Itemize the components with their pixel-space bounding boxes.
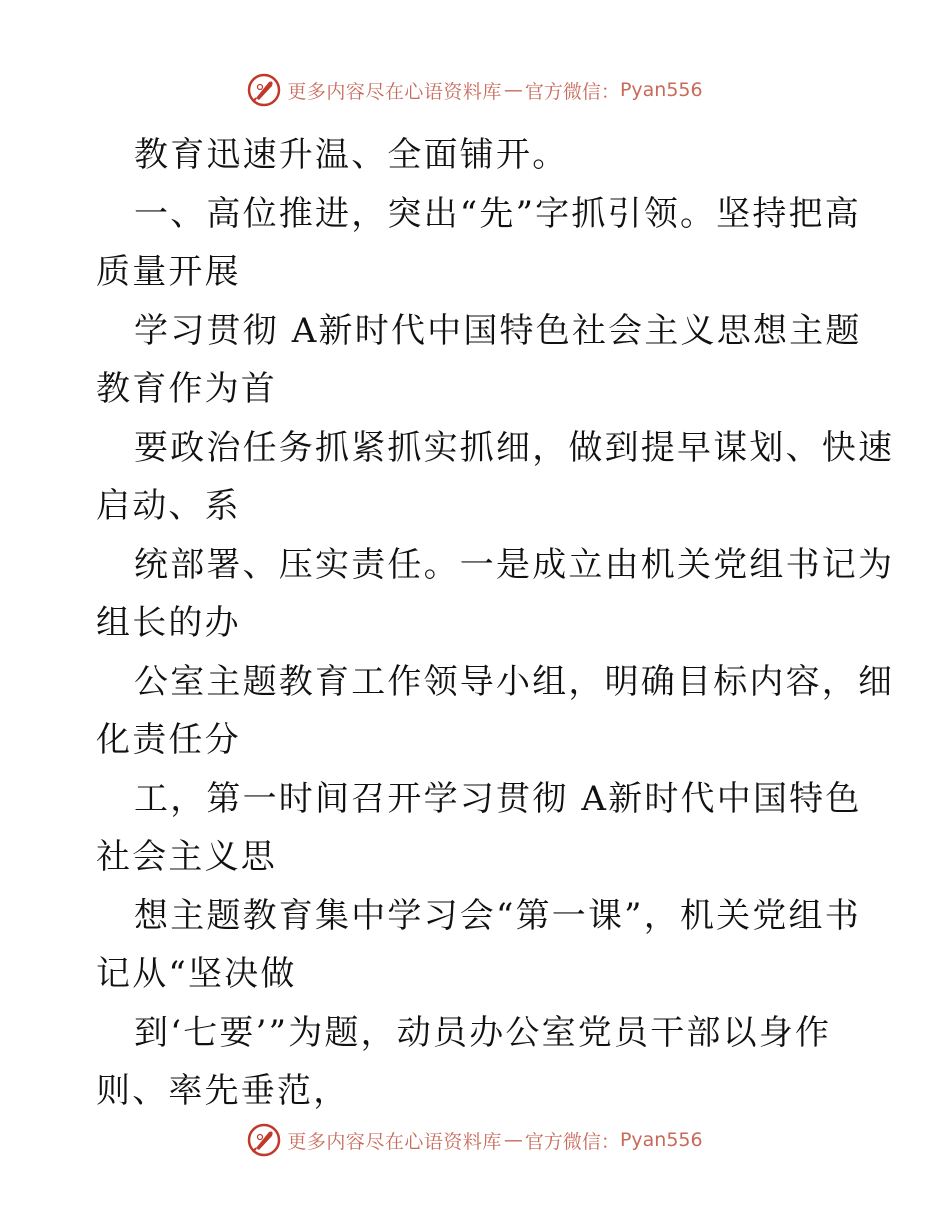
- text-line: 社会主义思: [96, 837, 277, 877]
- text-line: 则、率先垂范，: [96, 1071, 350, 1111]
- text-line: 要政治任务抓紧抓实抓细，做到提早谋划、快速: [134, 427, 895, 468]
- footer-wechat-label: 官方微信：: [524, 1130, 620, 1153]
- footer-watermark: [0, 1118, 950, 1162]
- text-line: 工，第一时间召开学习贯彻 A新时代中国特色: [134, 778, 862, 819]
- text-line: 质量开展: [96, 252, 241, 292]
- footer-separator: —: [503, 1129, 523, 1151]
- text-line: 统部署、压实责任。一是成立由机关党组书记为: [134, 544, 895, 585]
- text-line: 想主题教育集中学习会“第一课”，机关党组书: [134, 895, 861, 936]
- document-body: [96, 126, 895, 1121]
- footer-brand-text: 更多内容尽在心语资料库: [287, 1130, 502, 1153]
- text-line: 到‘七要’”为题，动员办公室党员干部以身作: [134, 1012, 832, 1053]
- text-line: 教育作为首: [96, 369, 277, 409]
- text-line: 学习贯彻 A新时代中国特色社会主义思想主题: [134, 310, 862, 351]
- text-line: 启动、系: [96, 486, 241, 526]
- text-line: 组长的办: [96, 603, 241, 643]
- quill-pen-logo-icon: [247, 1123, 281, 1157]
- text-line: 记从“坚决做: [96, 954, 297, 994]
- text-line: 公室主题教育工作领导小组，明确目标内容，细: [134, 661, 895, 702]
- header-separator: —: [503, 79, 523, 101]
- header-wechat-id: Pyan556: [619, 79, 703, 101]
- text-line: 一、高位推进，突出“先”字抓引领。坚持把高: [134, 193, 861, 234]
- header-brand-text: 更多内容尽在心语资料库: [287, 80, 502, 103]
- header-watermark: [0, 68, 950, 112]
- footer-wechat-id: Pyan556: [619, 1129, 703, 1151]
- quill-pen-logo-icon: [247, 73, 281, 107]
- header-wechat-label: 官方微信：: [524, 80, 620, 103]
- text-line: 化责任分: [96, 720, 241, 760]
- text-line: 教育迅速升温、全面铺开。: [134, 135, 569, 175]
